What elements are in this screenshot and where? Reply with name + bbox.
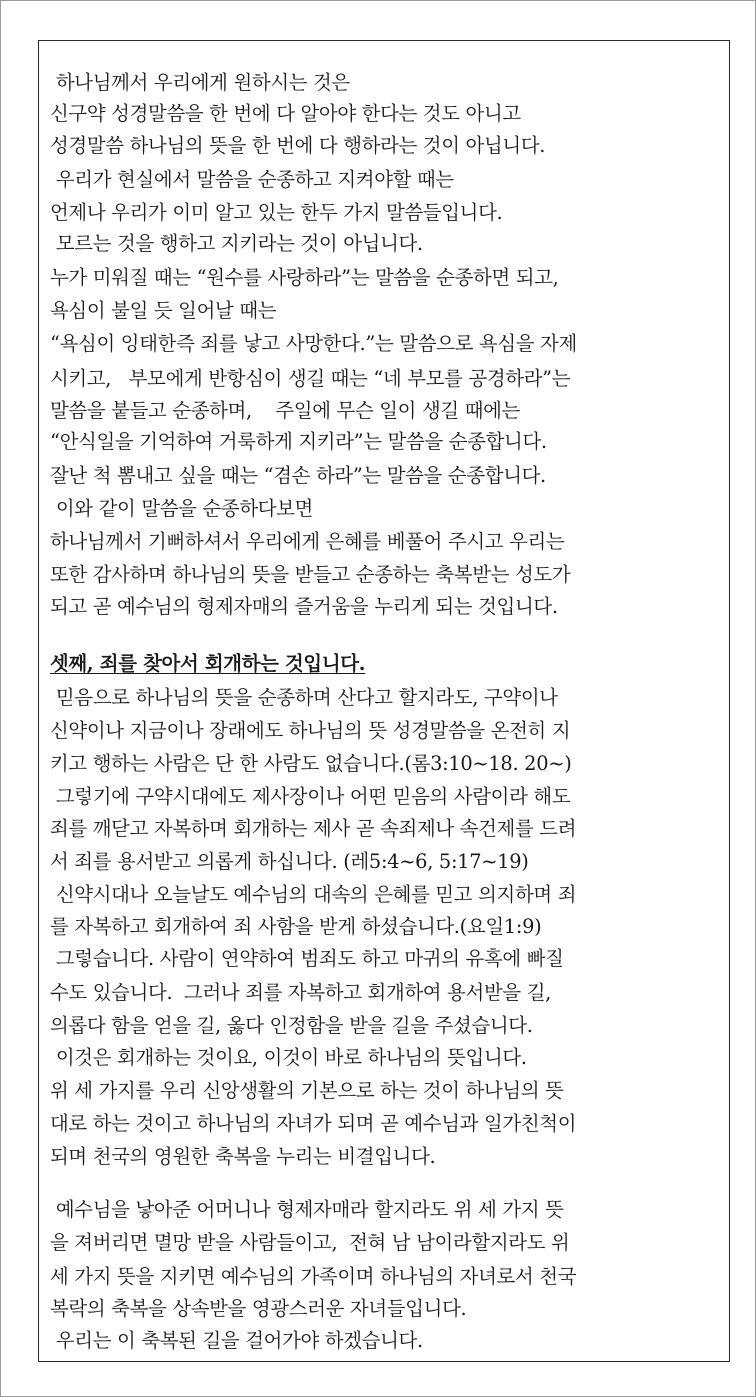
text-line: 를 자복하고 회개하여 죄 사함을 받게 하셨습니다.(요일1:9): [50, 915, 542, 938]
text-line: 하나님께서 기뻐하셔서 우리에게 은혜를 베풀어 주시고 우리는: [50, 530, 565, 553]
text-line: 이것은 회개하는 것이요, 이것이 바로 하나님의 뜻입니다.: [50, 1046, 527, 1069]
text-line: 언제나 우리가 이미 알고 있는 한두 가지 말씀들입니다.: [50, 201, 503, 224]
text-line: 성경말씀 하나님의 뜻을 한 번에 다 행하라는 것이 아닙니다.: [50, 134, 546, 157]
text-line: 의롭다 함을 얻을 길, 옳다 인정함을 받을 길을 주셨습니다.: [50, 1014, 533, 1037]
text-line: 누가 미워질 때는 “원수를 사랑하라”는 말씀을 순종하면 되고,: [50, 266, 559, 289]
text-line: 되고 곧 예수님의 형제자매의 즐거움을 누리게 되는 것입니다.: [50, 595, 558, 618]
text-line: 서 죄를 용서받고 의롭게 하십니다. (레5:4~6, 5:17~19): [50, 850, 529, 873]
text-line: 욕심이 불일 듯 일어날 때는: [50, 299, 277, 322]
text-line: 대로 하는 것이고 하나님의 자녀가 되며 곧 예수님과 일가친척이: [50, 1112, 577, 1135]
text-line: 모르는 것을 행하고 지키라는 것이 아닙니다.: [50, 232, 423, 255]
text-line: 이와 같이 말씀을 순종하다보면: [50, 497, 314, 520]
text-line: 하나님께서 우리에게 원하시는 것은: [50, 71, 350, 94]
text-line: 세 가지 뜻을 지키면 예수님의 가족이며 하나님의 자녀로서 천국: [50, 1265, 577, 1288]
text-line: 말씀을 붙들고 순종하며, 주일에 무슨 일이 생길 때에는: [50, 399, 520, 422]
text-line: 잘난 척 뽐내고 싶을 때는 “겸손 하라”는 말씀을 순종합니다.: [50, 464, 546, 487]
text-line: 우리가 현실에서 말씀을 순종하고 지켜야할 때는: [50, 168, 454, 191]
text-line: 예수님을 낳아준 어머니나 형제자매라 할지라도 위 세 가지 뜻: [50, 1198, 564, 1221]
text-line: 되며 천국의 영원한 축복을 누리는 비결입니다.: [50, 1145, 436, 1168]
text-line: 복락의 축복을 상속받을 영광스러운 자녀들입니다.: [50, 1297, 467, 1320]
text-line: 신약이나 지금이나 장래에도 하나님의 뜻 성경말씀을 온전히 지: [50, 719, 571, 742]
text-line: “안식일을 기억하여 거룩하게 지키라”는 말씀을 순종합니다.: [50, 430, 547, 453]
text-line: 위 세 가지를 우리 신앙생활의 기본으로 하는 것이 하나님의 뜻: [50, 1079, 564, 1102]
text-line: 신구약 성경말씀을 한 번에 다 알아야 한다는 것도 아니고: [50, 102, 521, 125]
text-line: 믿음으로 하나님의 뜻을 순종하며 산다고 할지라도, 구약이나: [50, 686, 558, 709]
text-line: 또한 감사하며 하나님의 뜻을 받들고 순종하는 축복받는 성도가: [50, 563, 571, 586]
text-line: 키고 행하는 사람은 단 한 사람도 없습니다.(롬3:10~18. 20~): [50, 752, 572, 775]
text-line: 수도 있습니다. 그러나 죄를 자복하고 회개하여 용서받을 길,: [50, 981, 551, 1004]
text-line: 그렇습니다. 사람이 연약하여 범죄도 하고 마귀의 유혹에 빠질: [50, 947, 564, 970]
text-line: 죄를 깨닫고 자복하며 회개하는 제사 곧 속죄제나 속건제를 드려: [50, 817, 577, 840]
text-line: 시키고, 부모에게 반항심이 생길 때는 “네 부모를 공경하라”는: [50, 367, 571, 390]
text-line: 을 져버리면 멸망 받을 사람들이고, 전혀 남 남이라할지라도 위: [50, 1231, 570, 1254]
text-line: 신약시대나 오늘날도 예수님의 대속의 은혜를 믿고 의지하며 죄: [50, 883, 577, 906]
text-line: “욕심이 잉태한즉 죄를 낳고 사망한다.”는 말씀으로 욕심을 자제: [50, 332, 577, 355]
section-heading: 셋째, 죄를 찾아서 회개하는 것입니다.: [50, 652, 366, 675]
text-line: 우리는 이 축복된 길을 걸어가야 하겠습니다.: [50, 1329, 423, 1352]
text-line: 그렇기에 구약시대에도 제사장이나 어떤 믿음의 사람이라 해도: [50, 785, 571, 808]
